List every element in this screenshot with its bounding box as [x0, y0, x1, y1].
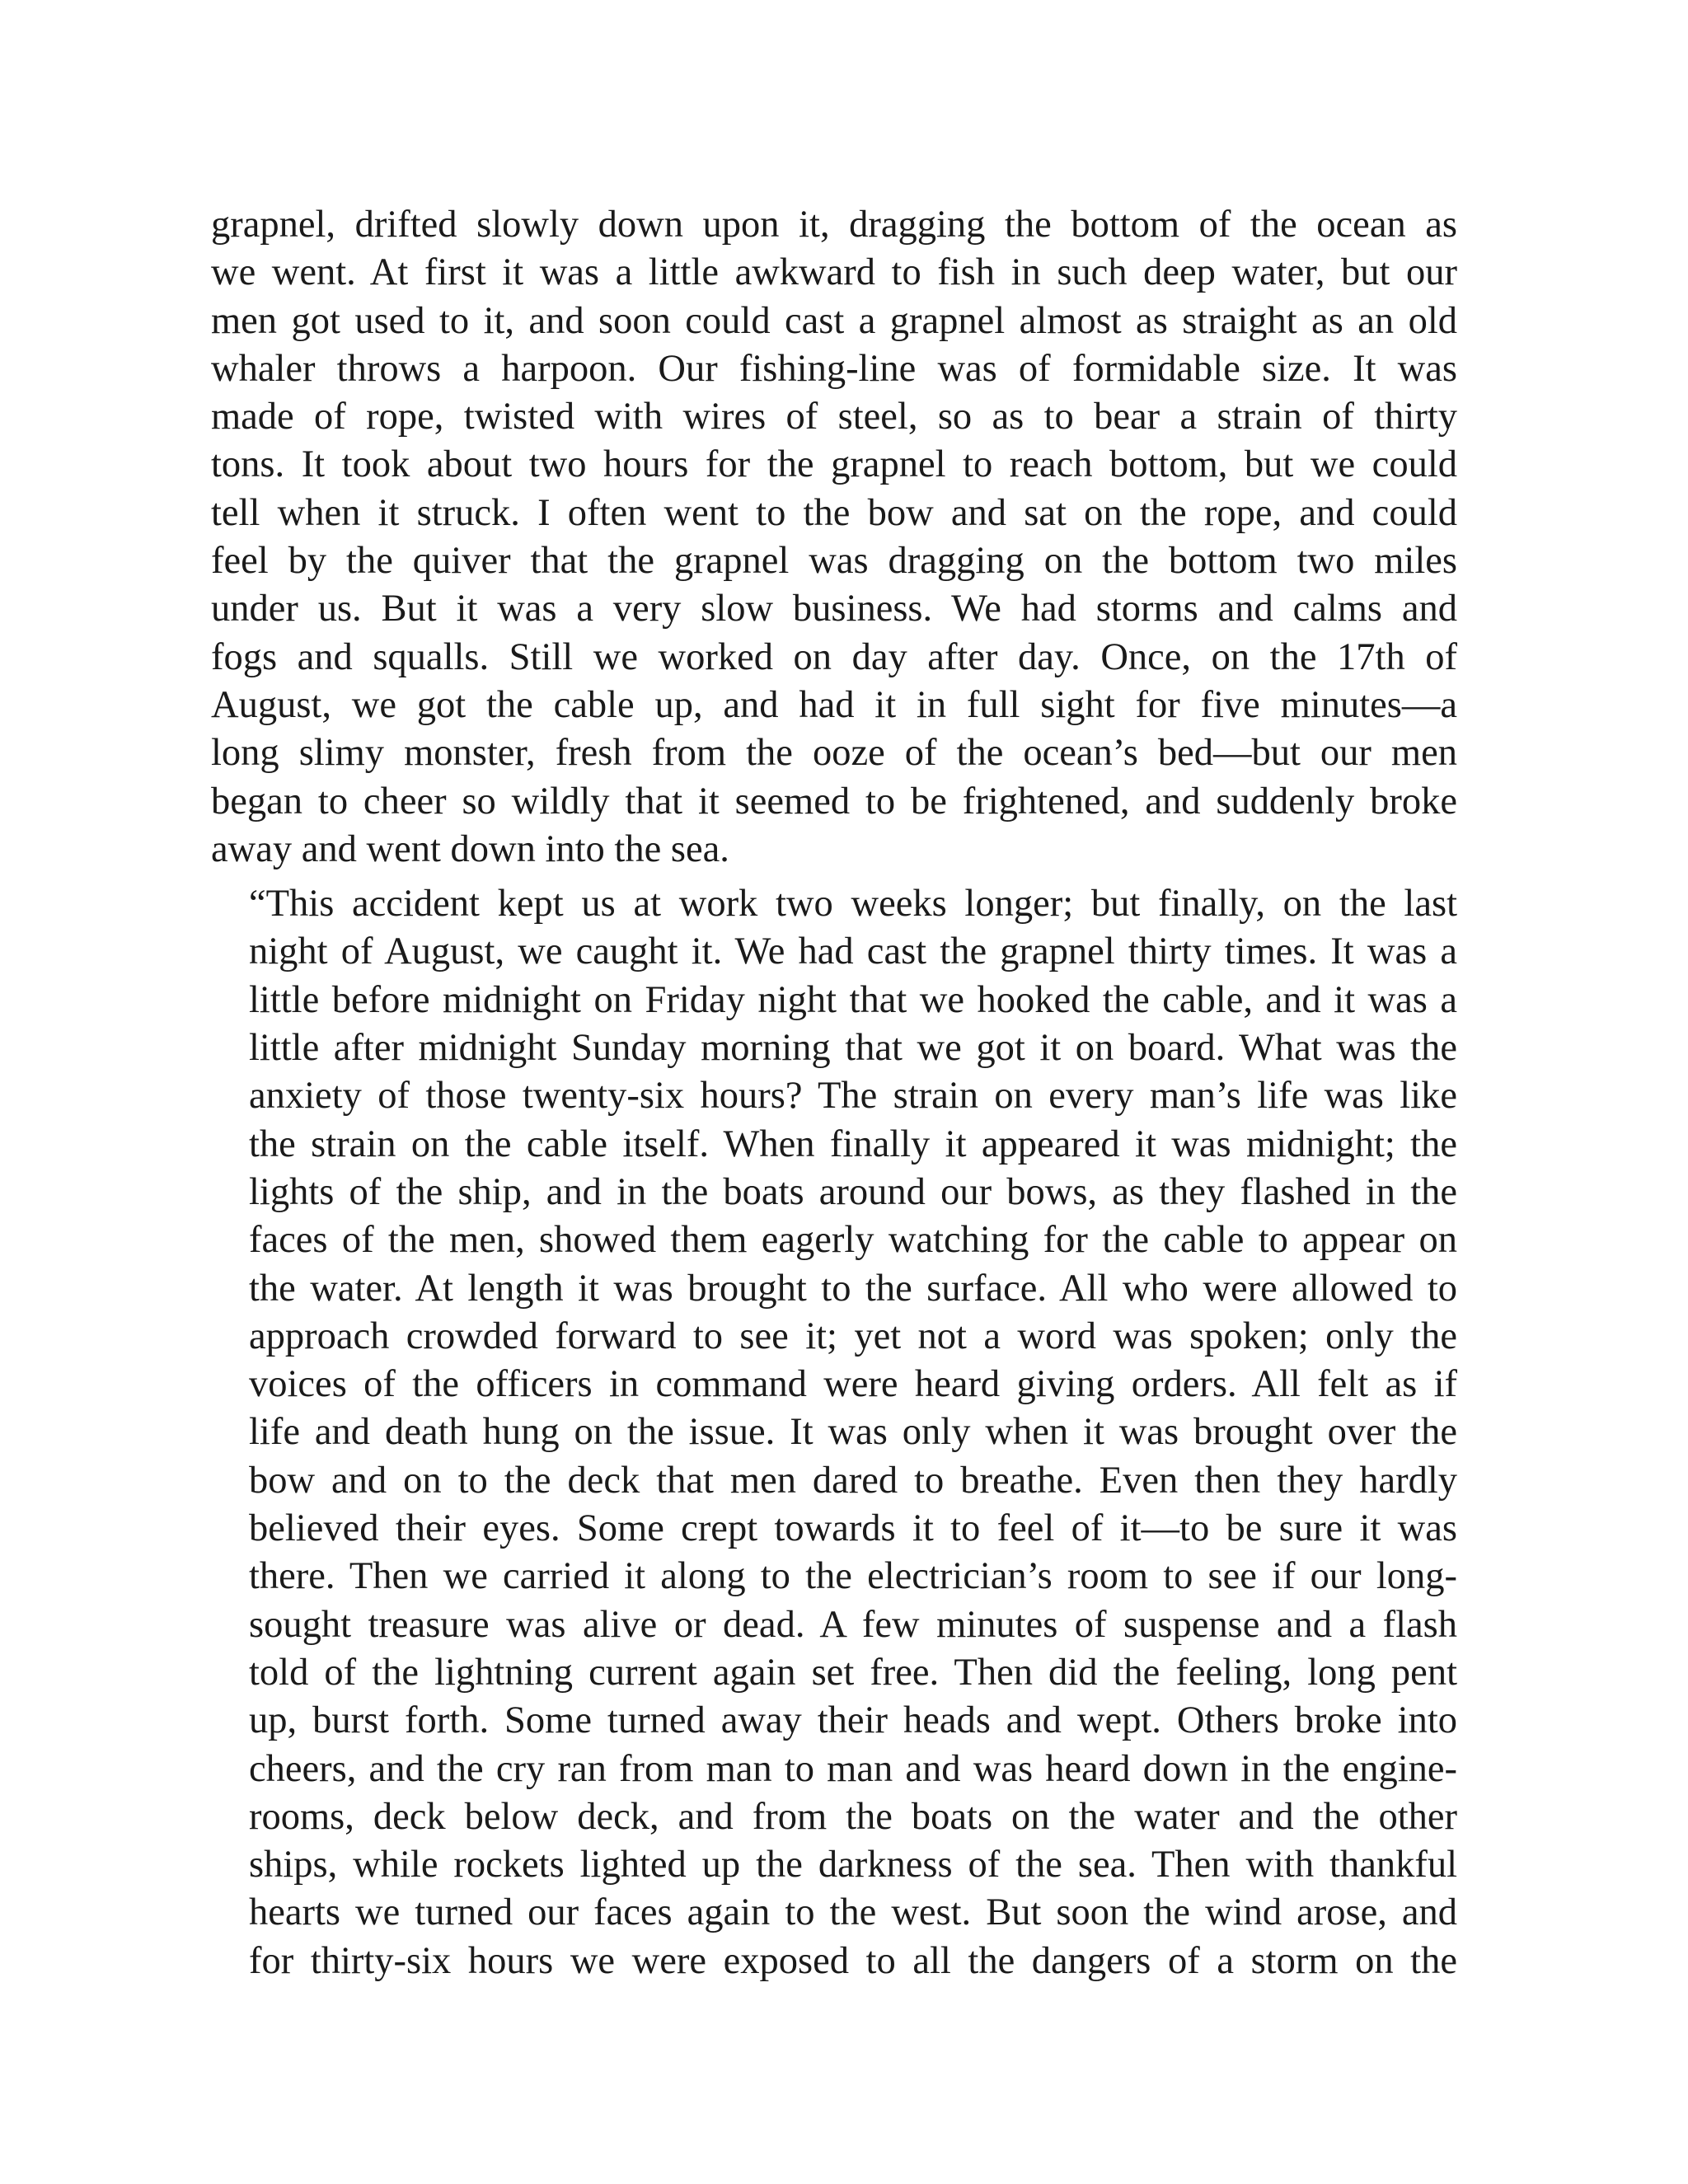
body-text: [211, 201, 1457, 1985]
text-line: the strain on the cable itself. When finally it appeared it was midnight; the: [249, 1122, 1457, 1165]
text-line: fogs and squalls. Still we worked on day after day. Once, on the 17th of: [211, 635, 1457, 678]
text-line: approach crowded forward to see it; yet not a word was spoken; only the: [249, 1315, 1457, 1357]
text-line: tons. It took about two hours for the grapnel to reach bottom, but we could: [211, 443, 1457, 486]
text-line: the water. At length it was brought to the surface. All who were allowed to: [249, 1267, 1457, 1310]
text-line: long slimy monster, fresh from the ooze of the ocean’s bed—but our men: [211, 732, 1457, 775]
text-line: faces of the men, showed them eagerly watching for the cable to appear on: [249, 1219, 1457, 1262]
text-line: little before midnight on Friday night that we hooked the cable, and it was a: [249, 978, 1457, 1021]
text-line: cheers, and the cry ran from man to man and was heard down in the engine-: [249, 1747, 1457, 1790]
text-line: anxiety of those twenty-six hours? The strain on every man’s life was like: [249, 1075, 1457, 1118]
text-line: “This accident kept us at work two weeks longer; but finally, on the last: [249, 883, 1457, 926]
text-line: up, burst forth. Some turned away their heads and wept. Others broke into: [249, 1699, 1457, 1742]
text-line: away and went down into the sea.: [211, 827, 729, 870]
text-line: there. Then we carried it along to the electrician’s room to see if our long-: [249, 1555, 1457, 1598]
text-line: grapnel, drifted slowly down upon it, dragging the bottom of the ocean as: [211, 204, 1457, 246]
text-line: August, we got the cable up, and had it in full sight for five minutes—a: [211, 683, 1457, 726]
text-line: men got used to it, and soon could cast a grapnel almost as straight as an old: [211, 299, 1457, 342]
paragraph-1: [211, 201, 1457, 874]
text-line: began to cheer so wildly that it seemed to be frightened, and suddenly broke: [211, 780, 1457, 823]
text-line: believed their eyes. Some crept towards it to feel of it—to be sure it was: [249, 1507, 1457, 1550]
text-line: bow and on to the deck that men dared to breathe. Even then they hardly: [249, 1459, 1457, 1502]
text-line: we went. At first it was a little awkward to fish in such deep water, but our: [211, 251, 1457, 294]
text-line: hearts we turned our faces again to the west. But soon the wind arose, and: [249, 1891, 1457, 1934]
text-line: little after midnight Sunday morning that we got it on board. What was the: [249, 1027, 1457, 1070]
text-line: feel by the quiver that the grapnel was dragging on the bottom two miles: [211, 540, 1457, 583]
text-line: made of rope, twisted with wires of steel, so as to bear a strain of thirty: [211, 396, 1457, 438]
text-line: night of August, we caught it. We had cast the grapnel thirty times. It was a: [249, 930, 1457, 973]
text-line: life and death hung on the issue. It was only when it was brought over the: [249, 1411, 1457, 1454]
text-line: sought treasure was alive or dead. A few minutes of suspense and a flash: [249, 1603, 1457, 1646]
text-line: ships, while rockets lighted up the darkness of the sea. Then with thankful: [249, 1844, 1457, 1886]
text-line: whaler throws a harpoon. Our fishing-line was of formidable size. It was: [211, 347, 1457, 390]
text-line: rooms, deck below deck, and from the boats on the water and the other: [249, 1795, 1457, 1838]
text-line: voices of the officers in command were heard giving orders. All felt as if: [249, 1363, 1457, 1406]
text-line: tell when it struck. I often went to the bow and sat on the rope, and could: [211, 491, 1457, 534]
text-line: told of the lightning current again set free. Then did the feeling, long pent: [249, 1651, 1457, 1694]
paragraph-2: [211, 880, 1457, 1985]
text-line: lights of the ship, and in the boats around our bows, as they flashed in the: [249, 1170, 1457, 1213]
text-line: for thirty-six hours we were exposed to all the dangers of a storm on the: [249, 1939, 1457, 1982]
text-line: under us. But it was a very slow business. We had storms and calms and: [211, 588, 1457, 630]
